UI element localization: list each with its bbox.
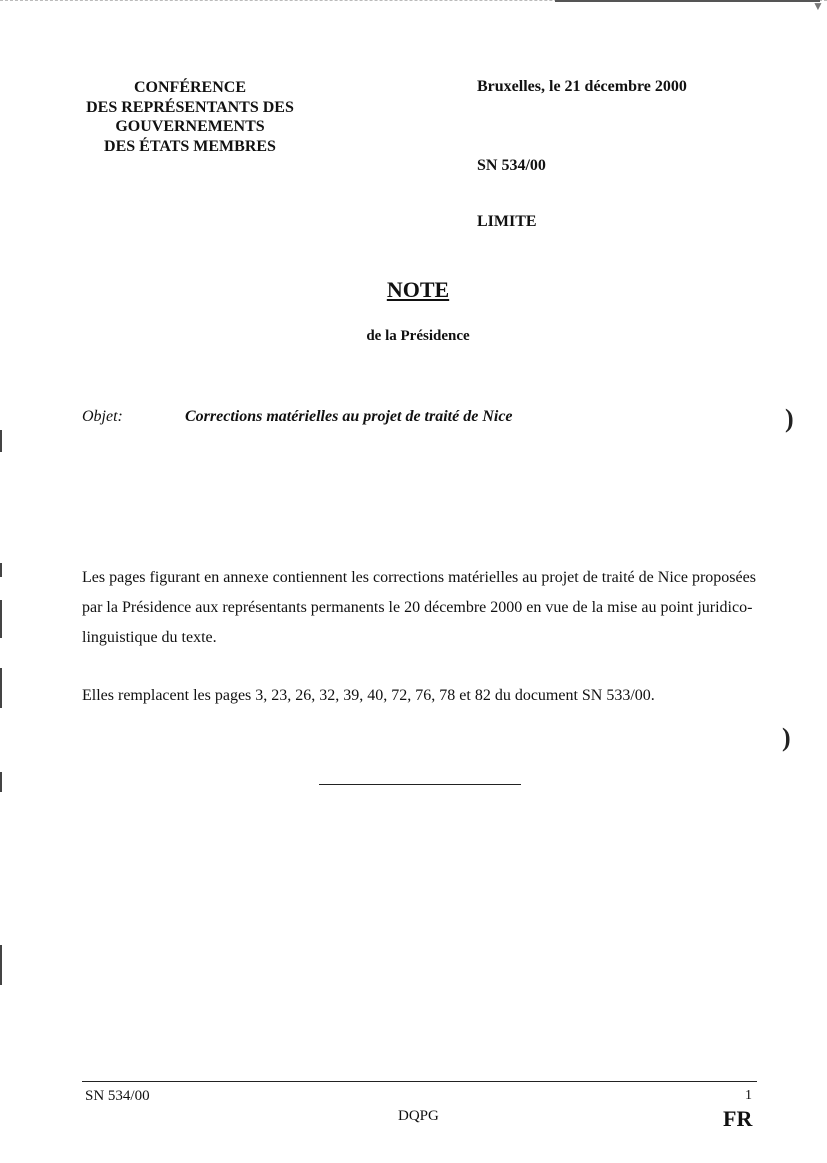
document-reference: SN 534/00 <box>477 157 546 174</box>
sender-line: DES ÉTATS MEMBRES <box>104 137 276 155</box>
footer-page-number: 1 <box>745 1088 752 1103</box>
footer-department: DQPG <box>398 1108 439 1124</box>
document-type-title: NOTE <box>386 277 450 302</box>
classification-label: LIMITE <box>477 213 537 230</box>
scan-artifact-edge-mark <box>0 668 2 708</box>
scan-artifact-top-bar <box>555 0 820 2</box>
scan-artifact-edge-mark <box>0 772 2 792</box>
footer-reference: SN 534/00 <box>85 1088 150 1104</box>
scan-artifact-edge-mark <box>0 563 2 577</box>
scan-artifact-edge-mark <box>0 945 2 985</box>
body-paragraph: Elles remplacent les pages 3, 23, 26, 32, 39, 40, 72, 76, 78 et 82 du document SN 533/00. <box>82 687 655 704</box>
sender-line: DES REPRÉSENTANTS DES <box>86 98 294 116</box>
section-divider <box>319 784 521 785</box>
subject-label: Objet: <box>82 408 123 425</box>
punch-hole-mark: ) <box>782 723 791 752</box>
document-origin: de la Présidence <box>366 328 470 344</box>
scan-artifact-edge-mark <box>0 600 2 638</box>
punch-hole-mark: ) <box>785 404 794 433</box>
document-date: Bruxelles, le 21 décembre 2000 <box>477 78 687 95</box>
scan-artifact-corner: ▼ <box>812 0 824 13</box>
sender-line: CONFÉRENCE <box>133 79 246 96</box>
body-paragraph: Les pages figurant en annexe contiennent les corrections matérielles au projet de traité de Nice proposées par la Présidence aux représentants permanents le 20 décembre 2000 en vue de la mise au point juridico-linguistique du texte. <box>82 569 756 646</box>
scan-artifact-edge-mark <box>0 430 2 452</box>
footer-rule <box>82 1081 757 1082</box>
sender-line: GOUVERNEMENTS <box>115 118 265 135</box>
subject-text: Corrections matérielles au projet de traité de Nice <box>185 408 513 425</box>
footer-language-code: FR <box>723 1106 753 1131</box>
sender-block <box>70 78 310 156</box>
